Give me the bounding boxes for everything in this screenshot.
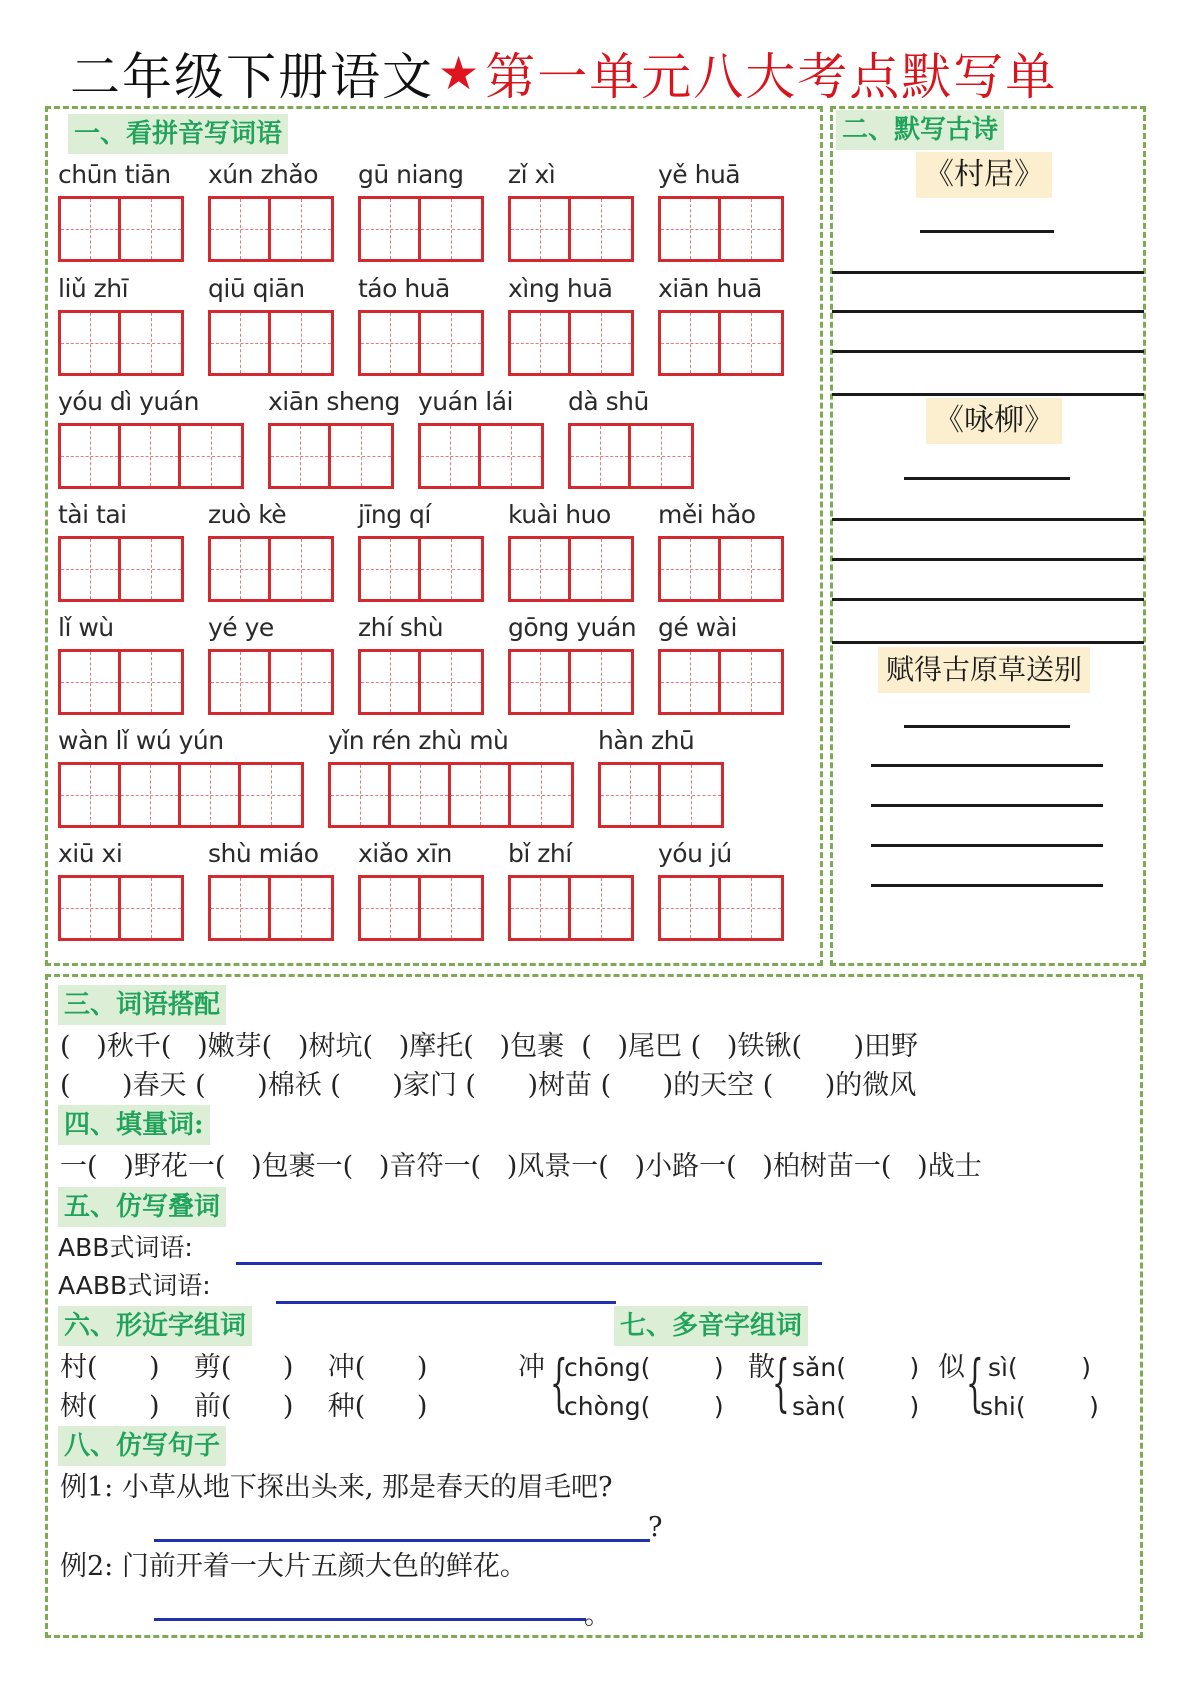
brace-icon: { <box>966 1346 984 1419</box>
character-cell[interactable] <box>271 199 331 259</box>
pinyin-label: táo huā <box>358 274 450 303</box>
polyphone-chong-2[interactable]: chòng( ) <box>564 1392 724 1421</box>
pinyin-label: yóu jú <box>658 839 732 868</box>
character-cell[interactable] <box>181 765 241 825</box>
abb-label: ABB式词语: <box>58 1233 193 1262</box>
character-cell[interactable] <box>211 539 271 599</box>
polyphone-san-1[interactable]: sǎn( ) <box>792 1353 920 1382</box>
character-cell[interactable] <box>121 199 181 259</box>
character-cell[interactable] <box>721 199 781 259</box>
worksheet-title <box>70 38 1057 108</box>
character-cell[interactable] <box>121 313 181 373</box>
section-6-heading: 六、形近字组词 <box>58 1306 252 1346</box>
polyphone-char-san: 散 <box>748 1352 775 1383</box>
poem-line[interactable] <box>871 884 1103 887</box>
polyphone-chong-1[interactable]: chōng( ) <box>564 1353 724 1382</box>
section-7-heading: 七、多音字组词 <box>614 1306 808 1346</box>
pinyin-label: xiān huā <box>658 274 762 303</box>
poem-title-fude: 赋得古原草送别 <box>878 647 1090 693</box>
character-cell[interactable] <box>511 765 571 825</box>
character-cell[interactable] <box>661 539 721 599</box>
character-cell[interactable] <box>511 199 571 259</box>
character-cell[interactable] <box>511 539 571 599</box>
tianzige-writing-boxes[interactable] <box>658 310 784 376</box>
character-cell[interactable] <box>181 426 241 486</box>
pinyin-label: měi hǎo <box>658 500 756 529</box>
character-cell[interactable] <box>661 652 721 712</box>
character-cell[interactable] <box>481 426 541 486</box>
character-cell[interactable] <box>421 652 481 712</box>
sentence-1-end: ? <box>648 1512 663 1543</box>
pinyin-label: liǔ zhī <box>58 274 129 303</box>
character-cell[interactable] <box>331 426 391 486</box>
section-2-heading: 二、默写古诗 <box>836 110 1004 150</box>
tianzige-writing-boxes[interactable] <box>508 536 634 602</box>
character-cell[interactable] <box>571 199 631 259</box>
character-cell[interactable] <box>721 313 781 373</box>
polyphone-san-2[interactable]: sàn( ) <box>792 1392 920 1421</box>
poem-line[interactable] <box>832 393 1144 396</box>
character-cell[interactable] <box>211 878 271 938</box>
pinyin-label: xiān sheng <box>268 387 400 416</box>
tianzige-writing-boxes[interactable] <box>358 196 484 262</box>
poem-line[interactable] <box>832 518 1144 521</box>
character-cell[interactable] <box>361 313 421 373</box>
pinyin-label: xiū xi <box>58 839 123 868</box>
tianzige-writing-boxes[interactable] <box>508 310 634 376</box>
character-cell[interactable] <box>211 313 271 373</box>
pinyin-label: bǐ zhí <box>508 839 572 868</box>
character-cell[interactable] <box>421 878 481 938</box>
polyphone-si-1[interactable]: sì( ) <box>980 1353 1091 1382</box>
poem-line[interactable] <box>832 598 1144 601</box>
pinyin-label: xìng huā <box>508 274 613 303</box>
character-cell[interactable] <box>721 878 781 938</box>
word-match-line-2[interactable]: ( )春天 ( )棉袄 ( )家门 ( )树苗 ( )的天空 ( )的微风 <box>60 1070 917 1101</box>
pinyin-label: yuán lái <box>418 387 513 416</box>
pinyin-label: tài tai <box>58 500 127 529</box>
measure-word-line[interactable]: 一( )野花一( )包裹一( )音符一( )风景一( )小路一( )柏树苗一( )战士 <box>60 1151 982 1182</box>
title-grade: 二年级下册语文 <box>70 48 434 106</box>
tianzige-writing-boxes[interactable] <box>208 536 334 602</box>
poem-line[interactable] <box>871 844 1103 847</box>
poem-line[interactable] <box>832 350 1144 353</box>
poem-line[interactable] <box>832 310 1144 313</box>
character-cell[interactable] <box>361 539 421 599</box>
pinyin-label: gū niang <box>358 160 464 189</box>
pinyin-label: zhí shù <box>358 613 444 642</box>
character-cell[interactable] <box>721 652 781 712</box>
section-4-heading: 四、填量词: <box>58 1105 210 1145</box>
character-cell[interactable] <box>121 426 181 486</box>
poem-line[interactable] <box>871 764 1103 767</box>
similar-char-line-1[interactable]: 村( ) 剪( ) 冲( ) <box>60 1352 428 1383</box>
character-cell[interactable] <box>271 878 331 938</box>
character-cell[interactable] <box>571 313 631 373</box>
poem-title-yongliu: 《咏柳》 <box>926 398 1062 444</box>
tianzige-writing-boxes[interactable] <box>658 875 784 941</box>
character-cell[interactable] <box>571 878 631 938</box>
character-cell[interactable] <box>511 652 571 712</box>
tianzige-writing-boxes[interactable] <box>328 762 574 828</box>
tianzige-writing-boxes[interactable] <box>58 423 244 489</box>
brace-icon: { <box>772 1346 790 1419</box>
character-cell[interactable] <box>361 199 421 259</box>
polyphone-char-si: 似 <box>938 1352 965 1383</box>
character-cell[interactable] <box>61 765 121 825</box>
pinyin-label: xún zhǎo <box>208 160 319 189</box>
tianzige-writing-boxes[interactable] <box>58 649 184 715</box>
character-cell[interactable] <box>271 652 331 712</box>
sentence-2-end: 。 <box>584 1600 611 1631</box>
pinyin-label: hàn zhū <box>598 726 695 755</box>
word-match-line-1[interactable]: ( )秋千( )嫩芽( )树坑( )摩托( )包裹 ( )尾巴 ( )铁锹( )田野 <box>60 1031 919 1062</box>
character-cell[interactable] <box>121 765 181 825</box>
star-icon: ★ <box>438 46 482 100</box>
character-cell[interactable] <box>661 765 721 825</box>
aabb-answer-line[interactable] <box>276 1301 616 1304</box>
pinyin-label: yě huā <box>658 160 741 189</box>
pinyin-label: kuài huo <box>508 500 611 529</box>
tianzige-writing-boxes[interactable] <box>418 423 544 489</box>
example-sentence-2: 例2: 门前开着一大片五颜大色的鲜花。 <box>60 1551 527 1582</box>
character-cell[interactable] <box>421 313 481 373</box>
tianzige-writing-boxes[interactable] <box>658 536 784 602</box>
section-8-heading: 八、仿写句子 <box>58 1426 226 1466</box>
tianzige-writing-boxes[interactable] <box>508 649 634 715</box>
character-cell[interactable] <box>61 878 121 938</box>
poem-line[interactable] <box>832 558 1144 561</box>
similar-char-line-2[interactable]: 树( ) 前( ) 种( ) <box>60 1391 428 1422</box>
character-cell[interactable] <box>601 765 661 825</box>
pinyin-label: xiǎo xīn <box>358 839 452 868</box>
character-cell[interactable] <box>661 313 721 373</box>
tianzige-writing-boxes[interactable] <box>358 649 484 715</box>
sentence-2-answer-line[interactable] <box>154 1618 586 1621</box>
pinyin-label: lǐ wù <box>58 613 114 642</box>
poem-line[interactable] <box>871 804 1103 807</box>
character-cell[interactable] <box>631 426 691 486</box>
polyphone-char-chong: 冲 <box>518 1352 545 1383</box>
abb-answer-line[interactable] <box>236 1262 822 1265</box>
character-cell[interactable] <box>271 313 331 373</box>
tianzige-writing-boxes[interactable] <box>358 310 484 376</box>
character-cell[interactable] <box>511 878 571 938</box>
character-cell[interactable] <box>211 652 271 712</box>
pinyin-label: dà shū <box>568 387 649 416</box>
pinyin-label: gōng yuán <box>508 613 637 642</box>
tianzige-writing-boxes[interactable] <box>58 762 304 828</box>
character-cell[interactable] <box>721 539 781 599</box>
character-cell[interactable] <box>271 426 331 486</box>
poem-line[interactable] <box>832 641 1144 644</box>
character-cell[interactable] <box>421 426 481 486</box>
tianzige-writing-boxes[interactable] <box>208 310 334 376</box>
poem-title-cunju: 《村居》 <box>916 152 1052 198</box>
brace-icon: { <box>550 1346 568 1419</box>
section-5-heading: 五、仿写叠词 <box>58 1187 226 1227</box>
character-cell[interactable] <box>391 765 451 825</box>
pinyin-label: chūn tiān <box>58 160 171 189</box>
poem-author-line[interactable] <box>904 477 1070 480</box>
tianzige-writing-boxes[interactable] <box>208 875 334 941</box>
tianzige-writing-boxes[interactable] <box>508 875 634 941</box>
character-cell[interactable] <box>121 652 181 712</box>
character-cell[interactable] <box>661 199 721 259</box>
character-cell[interactable] <box>61 652 121 712</box>
tianzige-writing-boxes[interactable] <box>658 649 784 715</box>
character-cell[interactable] <box>571 426 631 486</box>
character-cell[interactable] <box>361 652 421 712</box>
pinyin-label: zǐ xì <box>508 160 556 189</box>
poem-author-line[interactable] <box>920 230 1054 233</box>
tianzige-writing-boxes[interactable] <box>58 196 184 262</box>
character-cell[interactable] <box>331 765 391 825</box>
character-cell[interactable] <box>61 539 121 599</box>
aabb-label: AABB式词语: <box>58 1271 211 1300</box>
title-unit: 第一单元八大考点默写单 <box>485 48 1058 106</box>
tianzige-writing-boxes[interactable] <box>358 875 484 941</box>
section-3-heading: 三、词语搭配 <box>58 985 226 1025</box>
pinyin-label: jīng qí <box>358 500 431 529</box>
character-cell[interactable] <box>361 878 421 938</box>
character-cell[interactable] <box>571 539 631 599</box>
tianzige-writing-boxes[interactable] <box>658 196 784 262</box>
pinyin-label: yé ye <box>208 613 274 642</box>
section-1-heading: 一、看拼音写词语 <box>68 114 288 154</box>
tianzige-writing-boxes[interactable] <box>58 310 184 376</box>
pinyin-label: wàn lǐ wú yún <box>58 726 224 755</box>
pinyin-label: yǐn rén zhù mù <box>328 726 509 755</box>
tianzige-writing-boxes[interactable] <box>358 536 484 602</box>
pinyin-label: qiū qiān <box>208 274 305 303</box>
sentence-1-answer-line[interactable] <box>154 1539 650 1542</box>
character-cell[interactable] <box>61 313 121 373</box>
character-cell[interactable] <box>121 878 181 938</box>
character-cell[interactable] <box>511 313 571 373</box>
tianzige-writing-boxes[interactable] <box>58 536 184 602</box>
character-cell[interactable] <box>451 765 511 825</box>
character-cell[interactable] <box>421 199 481 259</box>
section-poem-box <box>830 106 1146 966</box>
character-cell[interactable] <box>211 199 271 259</box>
character-cell[interactable] <box>121 539 181 599</box>
character-cell[interactable] <box>421 539 481 599</box>
pinyin-label: gé wài <box>658 613 737 642</box>
poem-line[interactable] <box>832 271 1144 274</box>
tianzige-writing-boxes[interactable] <box>568 423 694 489</box>
character-cell[interactable] <box>61 426 121 486</box>
pinyin-label: yóu dì yuán <box>58 387 199 416</box>
character-cell[interactable] <box>271 539 331 599</box>
tianzige-writing-boxes[interactable] <box>598 762 724 828</box>
character-cell[interactable] <box>61 199 121 259</box>
character-cell[interactable] <box>661 878 721 938</box>
character-cell[interactable] <box>241 765 301 825</box>
pinyin-label: zuò kè <box>208 500 287 529</box>
pinyin-label: shù miáo <box>208 839 319 868</box>
example-sentence-1: 例1: 小草从地下探出头来, 那是春天的眉毛吧? <box>60 1472 613 1503</box>
character-cell[interactable] <box>571 652 631 712</box>
tianzige-writing-boxes[interactable] <box>208 649 334 715</box>
poem-author-line[interactable] <box>904 725 1070 728</box>
tianzige-writing-boxes[interactable] <box>58 875 184 941</box>
tianzige-writing-boxes[interactable] <box>268 423 394 489</box>
polyphone-si-2[interactable]: shi( ) <box>980 1392 1099 1421</box>
tianzige-writing-boxes[interactable] <box>508 196 634 262</box>
tianzige-writing-boxes[interactable] <box>208 196 334 262</box>
